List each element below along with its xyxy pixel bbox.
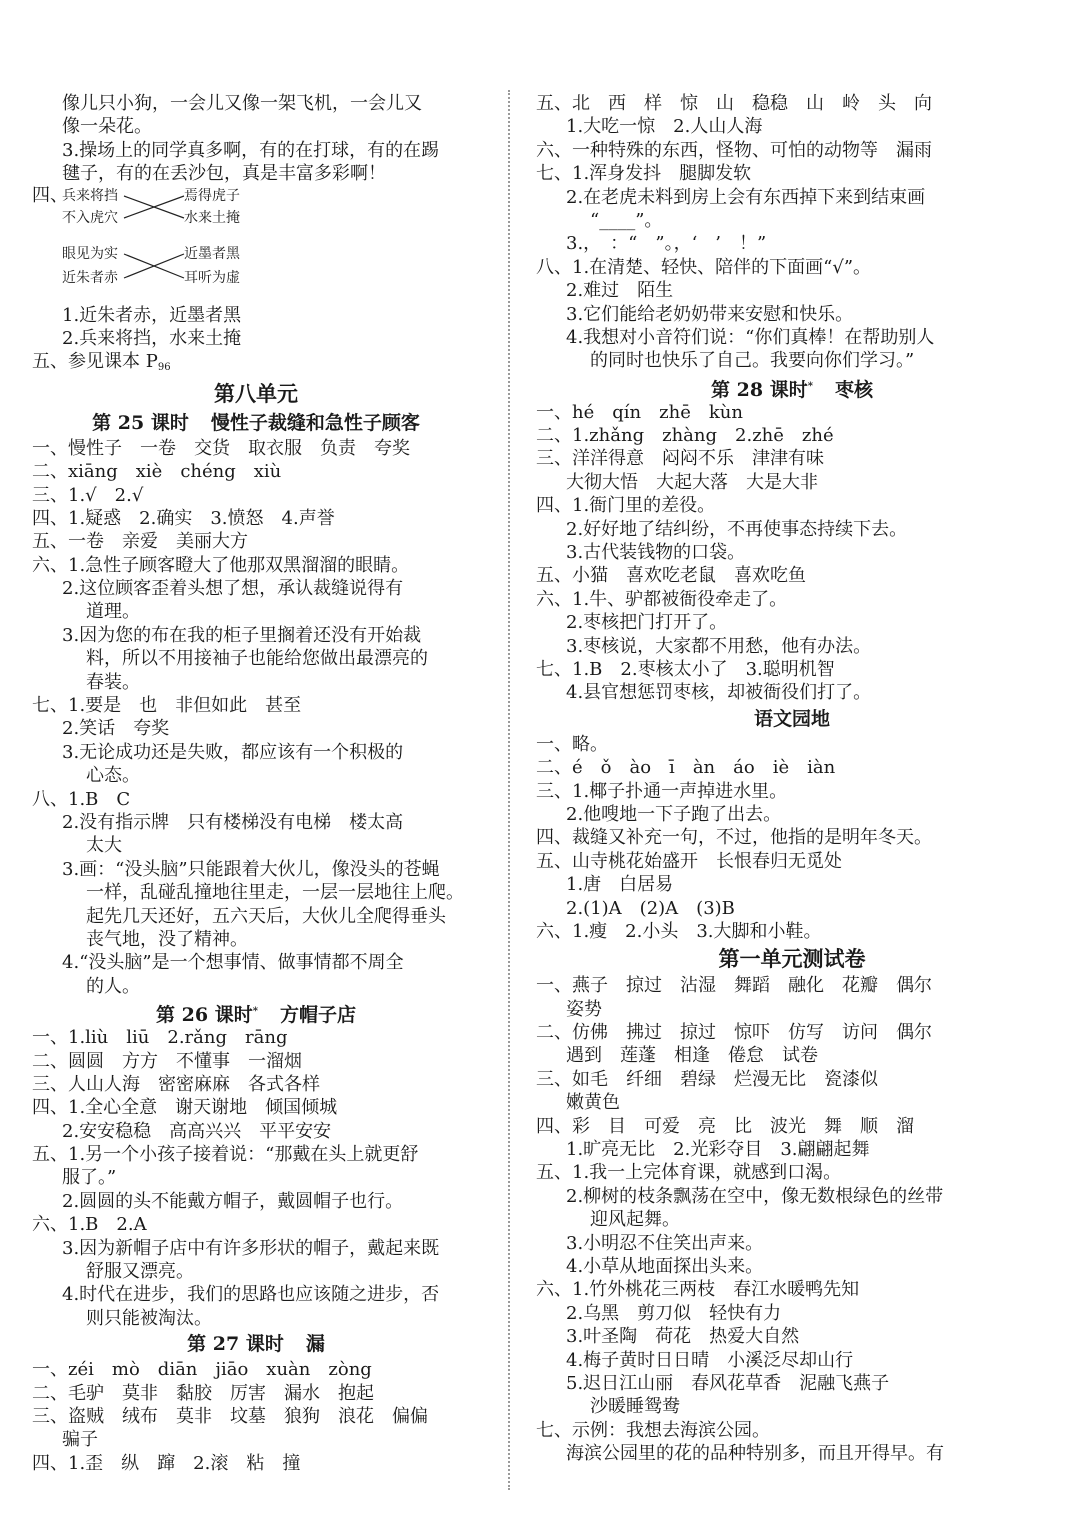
- answer-line: 迎风起舞。: [590, 1209, 680, 1231]
- answer-line: 3.古代装钱物的口袋。: [566, 542, 746, 564]
- idiom-right: 近墨者黑: [184, 245, 240, 262]
- idiom-right: 耳听为虚: [184, 269, 240, 286]
- answer-line: [32, 350, 480, 373]
- answer-line: 七、1.B 2.枣核太小了 3.聪明机智: [536, 658, 835, 680]
- answer-line: 骗子: [62, 1429, 98, 1451]
- idiom-left: 近朱者赤: [62, 269, 118, 286]
- answer-line: 五、北 西 样 惊 山 稳稳 山 岭 头 向: [536, 93, 932, 114]
- answer-line: 1.大吃一惊 2.人山人海: [566, 116, 763, 138]
- answer-line: 像一朵花。: [62, 116, 152, 138]
- answer-line: 二、1.zhǎng zhàng 2.zhē zhé: [536, 425, 834, 447]
- answer-line: 3.小明忍不住笑出声来。: [566, 1232, 764, 1254]
- page-reference: 五、参见课本 P: [32, 351, 158, 373]
- answer-line: 三、人山人海 密密麻麻 各式各样: [32, 1073, 320, 1095]
- idiom-left: 不入虎穴: [62, 209, 118, 226]
- lesson-title: 慢性子裁缝和急性子顾客: [210, 411, 420, 434]
- answer-line: 三、盗贼 绒布 莫非 坟墓 狼狗 浪花 偏偏: [32, 1405, 428, 1427]
- answer-line: 心态。: [86, 765, 140, 787]
- answer-line: 舒服又漂亮。: [86, 1261, 194, 1283]
- answer-line: 四、1.疑惑 2.确实 3.愤怒 4.声誉: [32, 507, 335, 529]
- answer-line: 海滨公园里的花的品种特别多，而且开得早。有: [566, 1443, 944, 1465]
- answer-line: 五、1.另一个小孩子接着说：“那戴在头上就更舒: [32, 1144, 419, 1166]
- lesson-number: 第 26 课时: [156, 1004, 253, 1027]
- answer-line: 三、洋洋得意 闷闷不乐 津津有味: [536, 448, 824, 470]
- answer-line: 五、1.我一上完体育课，就感到口渴。: [536, 1162, 842, 1184]
- answer-line: 七、1.要是 也 非但如此 甚至: [32, 695, 302, 717]
- lesson-heading: [32, 1330, 480, 1358]
- answer-line: 服了。”: [62, 1167, 117, 1189]
- section-heading: 语文园地: [753, 707, 830, 730]
- answer-line: 3.， ：“ ”。，‘ ’ ！”: [566, 233, 767, 255]
- answer-line: 沙暖睡鸳鸯: [590, 1396, 680, 1418]
- answer-line: 春装。: [86, 671, 140, 693]
- answer-line: 一、hé qín zhē kùn: [536, 401, 743, 423]
- answer-line: 2.好好地了结纠纷，不再使事态持续下去。: [566, 518, 908, 540]
- answer-line: 六、1.牛、驴都被衙役牵走了。: [536, 588, 788, 610]
- answer-line: 2.(1)A (2)A (3)B: [566, 897, 735, 919]
- answer-line: 2.枣核把门打开了。: [566, 612, 728, 634]
- answer-line: 2.没有指示牌 只有楼梯没有电梯 楼太高: [62, 811, 404, 833]
- answer-line: 4.“没头脑”是一个想事情、做事情都不周全: [62, 952, 404, 974]
- answer-line: 二、xiāng xiè chéng xiù: [32, 461, 282, 483]
- answer-line: 2.他嗖地一下子跑了出去。: [566, 803, 782, 825]
- answer-line: 五、一卷 亲爱 美丽大方: [32, 531, 248, 553]
- answer-line: 二、毛驴 莫非 黏胶 厉害 漏水 抱起: [32, 1382, 374, 1404]
- answer-line: 4.县官想惩罚枣核，却被衙役们打了。: [566, 682, 872, 704]
- answer-line: 4.我想对小音符们说：“你们真棒！在帮助别人: [566, 326, 935, 348]
- answer-line: 3.操场上的同学真多啊，有的在打球，有的在踢: [62, 139, 440, 161]
- answer-line: 4.小草从地面探出头来。: [566, 1255, 764, 1277]
- lesson-heading: [536, 373, 1048, 401]
- answer-line: 2.难过 陌生: [566, 280, 674, 302]
- idiom-right: 水来土掩: [184, 209, 240, 226]
- answer-line: 二、é ǒ ào ī àn áo iè iàn: [536, 757, 836, 779]
- answer-line: 六、一种特殊的东西，怪物、可怕的动物等 漏雨: [536, 139, 932, 161]
- answer-line: 八、1.在清楚、轻快、陪伴的下面画“√”。: [536, 256, 872, 278]
- answer-line: 道理。: [86, 601, 140, 623]
- answer-line: 五、山寺桃花始盛开 长恨春归无觅处: [536, 850, 842, 872]
- answer-line: 一、zéi mò diān jiāo xuàn zòng: [32, 1359, 372, 1381]
- answer-line: 四、彩 目 可爱 亮 比 波光 舞 顺 溜: [536, 1115, 914, 1137]
- lesson-title: 方帽子店: [279, 1004, 356, 1027]
- answer-line: 三、1.椰子扑通一声掉进水里。: [536, 780, 788, 802]
- answer-line: 1.旷亮无比 2.光彩夺目 3.翩翩起舞: [566, 1139, 870, 1161]
- answer-line: 毽子，有的在丢沙包，真是丰富多彩啊！: [62, 163, 386, 185]
- answer-line: 3.枣核说，大家都不用愁，他有办法。: [566, 635, 872, 657]
- answer-line: 起先几天还好，五六天后，大伙儿全爬得垂头: [86, 905, 446, 927]
- answer-line: 六、1.竹外桃花三两枝 春江水暖鸭先知: [536, 1279, 860, 1301]
- answer-line: 4.梅子黄时日日晴 小溪泛尽却山行: [566, 1349, 854, 1371]
- answer-line: 六、1.瘦 2.小头 3.大脚和小鞋。: [536, 920, 822, 942]
- answer-line: 四、1.全心全意 谢天谢地 倾国倾城: [32, 1097, 338, 1119]
- answer-line: 姿势: [566, 998, 602, 1020]
- answer-line: 2.圆圆的头不能戴方帽子，戴圆帽子也行。: [62, 1190, 404, 1212]
- answer-line: 五、小猫 喜欢吃老鼠 喜欢吃鱼: [536, 565, 806, 587]
- answer-line: 3.因为新帽子店中有许多形状的帽子，戴起来既: [62, 1237, 440, 1259]
- answer-line: 嫩黄色: [566, 1092, 620, 1114]
- answer-line: 三、如毛 纤细 碧绿 烂漫无比 瓷漆似: [536, 1068, 878, 1090]
- answer-line: 的同时也快乐了自己。我要向你们学习。”: [590, 350, 915, 372]
- answer-line: 一、略。: [536, 733, 608, 755]
- answer-line: 八、1.B C: [32, 788, 131, 810]
- answer-line: 的人。: [86, 975, 140, 997]
- answer-line: 遇到 莲蓬 相逢 倦怠 试卷: [566, 1045, 818, 1067]
- lesson-heading: [32, 409, 480, 437]
- right-column: [536, 92, 1048, 1465]
- answer-line: 3.无论成功还是失败，都应该有一个积极的: [62, 741, 404, 763]
- answer-line: 四、1.歪 纵 蹿 2.滚 粘 撞: [32, 1452, 301, 1474]
- column-divider: [508, 90, 510, 1490]
- answer-line: 七、1.浑身发抖 腿脚发软: [536, 163, 752, 185]
- answer-line: 二、仿佛 拂过 掠过 惊吓 仿写 访问 偶尔: [536, 1022, 932, 1044]
- lesson-mark: *: [807, 380, 813, 392]
- lesson-number: 第 28 课时: [711, 378, 808, 401]
- unit-title: 第八单元: [214, 380, 298, 406]
- answer-line: 四、裁缝又补充一句，不过，他指的是明年冬天。: [536, 827, 932, 849]
- answer-line: 七、示例：我想去海滨公园。: [536, 1419, 770, 1441]
- answer-line: 六、1.B 2.A: [32, 1214, 147, 1236]
- answer-line: 二、圆圆 方方 不懂事 一溜烟: [32, 1050, 302, 1072]
- answer-line: “____”。: [590, 209, 663, 231]
- idiom-right: 焉得虎子: [184, 187, 240, 204]
- answer-line: 一、燕子 掠过 沾湿 舞蹈 融化 花瓣 偶尔: [536, 975, 932, 997]
- answer-line: 2.这位顾客歪着头想了想，承认裁缝说得有: [62, 578, 404, 600]
- answer-line: 2.兵来将挡，水来土掩: [62, 327, 242, 349]
- answer-line: 像儿只小狗，一会儿又像一架飞机，一会儿又: [62, 93, 422, 114]
- answer-line: 丧气地，没了精神。: [86, 928, 248, 950]
- answer-line: 三、1.√ 2.√: [32, 484, 144, 506]
- answer-line: 2.笑话 夸奖: [62, 718, 170, 740]
- answer-line: 2.安安稳稳 高高兴兴 平平安安: [62, 1120, 332, 1142]
- page-number-subscript: 96: [157, 362, 171, 374]
- answer-line: 3.因为您的布在我的柜子里搁着还没有开始裁: [62, 624, 422, 646]
- answer-line: 四、1.衙门里的差役。: [536, 495, 716, 517]
- answer-line: 4.时代在进步，我们的思路也应该随之进步，否: [62, 1284, 440, 1306]
- question-label: 四、: [32, 184, 68, 206]
- lesson-mark: *: [252, 1006, 258, 1018]
- answer-line: 3.叶圣陶 荷花 热爱大自然: [566, 1326, 800, 1348]
- answer-line: 一、1.liù liū 2.rǎng rāng: [32, 1027, 288, 1049]
- lesson-number: 第 27 课时: [187, 1333, 284, 1356]
- answer-line: 2.在老虎未料到房上会有东西掉下来到结束画: [566, 186, 926, 208]
- lesson-number: 第 25 课时: [92, 411, 189, 434]
- answer-line: 一、慢性子 一卷 交货 取衣服 负责 夸奖: [32, 437, 410, 459]
- answer-line: 一样，乱碰乱撞地往里走，一层一层地往上爬。: [86, 882, 464, 904]
- answer-line: 2.柳树的枝条飘荡在空中，像无数根绿色的丝带: [566, 1185, 944, 1207]
- idiom-left: 兵来将挡: [62, 187, 118, 204]
- answer-line: 太大: [86, 835, 122, 857]
- test-title: 第一单元测试卷: [718, 946, 866, 972]
- answer-line: 1.唐 白居易: [566, 874, 674, 896]
- lesson-title: 枣核: [834, 378, 873, 401]
- answer-line: 六、1.急性子顾客瞪大了他那双黑溜溜的眼睛。: [32, 554, 410, 576]
- answer-line: 则只能被淘汰。: [86, 1307, 212, 1329]
- left-column: [32, 92, 480, 1475]
- answer-line: 1.近朱者赤，近墨者黑: [62, 304, 242, 326]
- answer-line: 2.乌黑 剪刀似 轻快有力: [566, 1302, 782, 1324]
- lesson-heading: [32, 998, 480, 1026]
- idiom-matching: [32, 186, 480, 304]
- answer-line: 5.迟日江山丽 春风花草香 泥融飞燕子: [566, 1372, 890, 1394]
- answer-line: 3.画：“没头脑”只能跟着大伙儿，像没头的苍蝇: [62, 858, 440, 880]
- idiom-left: 眼见为实: [62, 245, 118, 262]
- answer-line: 料，所以不用接袖子也能给您做出最漂亮的: [86, 648, 428, 670]
- answer-line: 大彻大悟 大起大落 大是大非: [566, 471, 818, 493]
- answer-line: 3.它们能给老奶奶带来安慰和快乐。: [566, 303, 854, 325]
- lesson-title: 漏: [305, 1333, 325, 1356]
